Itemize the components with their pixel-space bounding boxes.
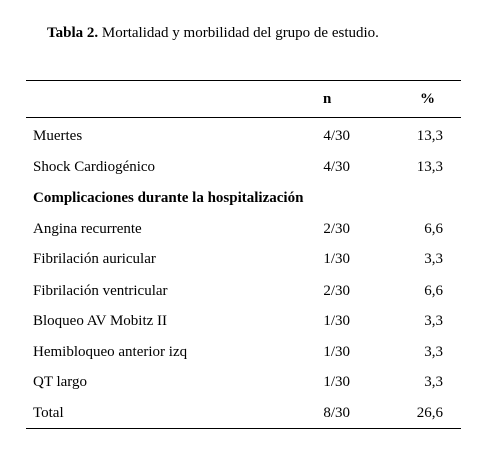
row-percent-value: 3,3 (424, 251, 443, 267)
row-label: QT largo (33, 374, 88, 390)
column-header-n: n (323, 91, 332, 107)
row-percent-value: 3,3 (424, 374, 443, 390)
table-row (0, 311, 483, 331)
column-header-percent: % (420, 91, 435, 107)
total-percent-value: 26,6 (416, 405, 443, 421)
table-row (0, 157, 483, 177)
total-label: Total (33, 405, 64, 421)
row-label: Bloqueo AV Mobitz II (33, 313, 168, 329)
section-title: Complicaciones durante la hospitalización (33, 190, 304, 206)
row-label: Fibrilación auricular (33, 251, 156, 267)
row-n-value: 2/30 (323, 283, 350, 299)
row-n-value: 4/30 (323, 128, 350, 144)
caption-label: Tabla 2. (47, 25, 99, 41)
row-label: Shock Cardiogénico (33, 159, 156, 175)
caption-text: Mortalidad y morbilidad del grupo de estudio. (101, 25, 379, 41)
table-row (0, 342, 483, 362)
row-label: Angina recurrente (33, 221, 142, 237)
row-percent-value: 6,6 (424, 221, 443, 237)
table-row (0, 281, 483, 301)
row-n-value: 1/30 (323, 374, 350, 390)
total-row (0, 403, 483, 423)
table-bottom-rule (26, 428, 461, 429)
row-percent-value: 3,3 (424, 344, 443, 360)
row-n-value: 1/30 (323, 313, 350, 329)
total-n-value: 8/30 (323, 405, 350, 421)
row-percent-value: 6,6 (424, 283, 443, 299)
row-n-value: 1/30 (323, 344, 350, 360)
table-top-rule (26, 80, 461, 81)
row-label: Hemibloqueo anterior izq (33, 344, 188, 360)
table-caption (47, 25, 379, 42)
row-percent-value: 13,3 (416, 159, 443, 175)
row-n-value: 2/30 (323, 221, 350, 237)
table-header-rule (26, 117, 461, 118)
table-row (0, 219, 483, 239)
row-percent-value: 3,3 (424, 313, 443, 329)
table-row (0, 372, 483, 392)
row-percent-value: 13,3 (416, 128, 443, 144)
table-row (0, 126, 483, 146)
row-n-value: 4/30 (323, 159, 350, 175)
row-n-value: 1/30 (323, 251, 350, 267)
row-label: Fibrilación ventricular (33, 283, 168, 299)
row-label: Muertes (33, 128, 83, 144)
table-row (0, 249, 483, 269)
